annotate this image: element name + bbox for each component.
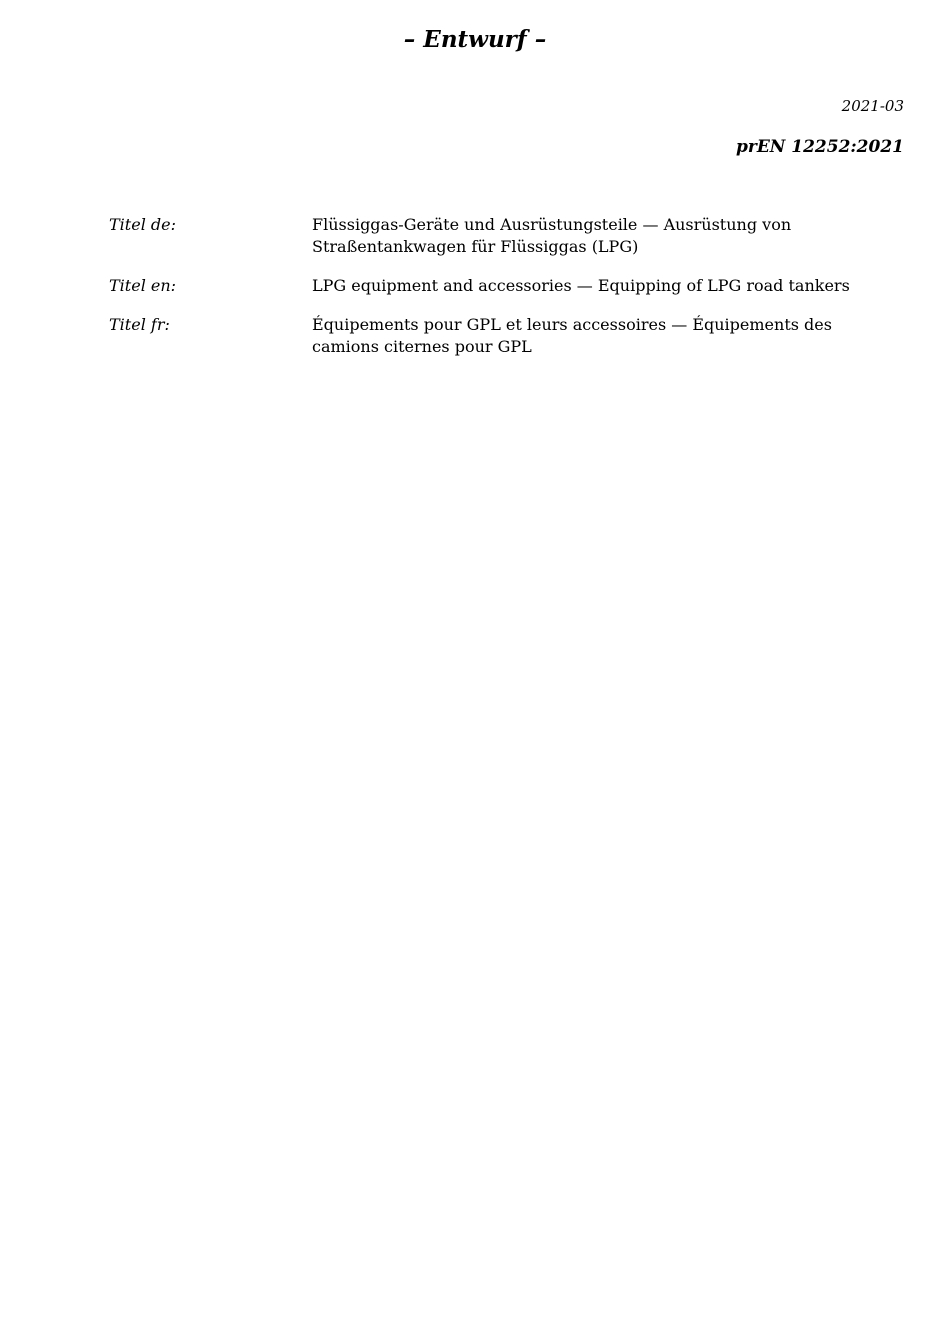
title-value-fr: Équipements pour GPL et leurs accessoires — Équipements des camions citernes pour GPL	[312, 315, 832, 356]
title-row-de	[109, 214, 909, 258]
document-date: 2021-03	[841, 97, 904, 115]
title-row-fr	[109, 314, 909, 358]
title-label-en: Titel en:	[109, 276, 177, 295]
title-list	[109, 214, 909, 375]
draft-heading: – Entwurf –	[403, 26, 547, 53]
title-label-de: Titel de:	[109, 215, 176, 234]
title-value-en: LPG equipment and accessories — Equipping of LPG road tankers	[312, 276, 850, 295]
document-number: prEN 12252:2021	[736, 137, 904, 157]
title-row-en	[109, 275, 909, 297]
title-label-fr: Titel fr:	[109, 315, 170, 334]
title-value-de: Flüssiggas-Geräte und Ausrüstungsteile — Ausrüstung von Straßentankwagen für Flüssiggas (LPG)	[312, 215, 792, 256]
